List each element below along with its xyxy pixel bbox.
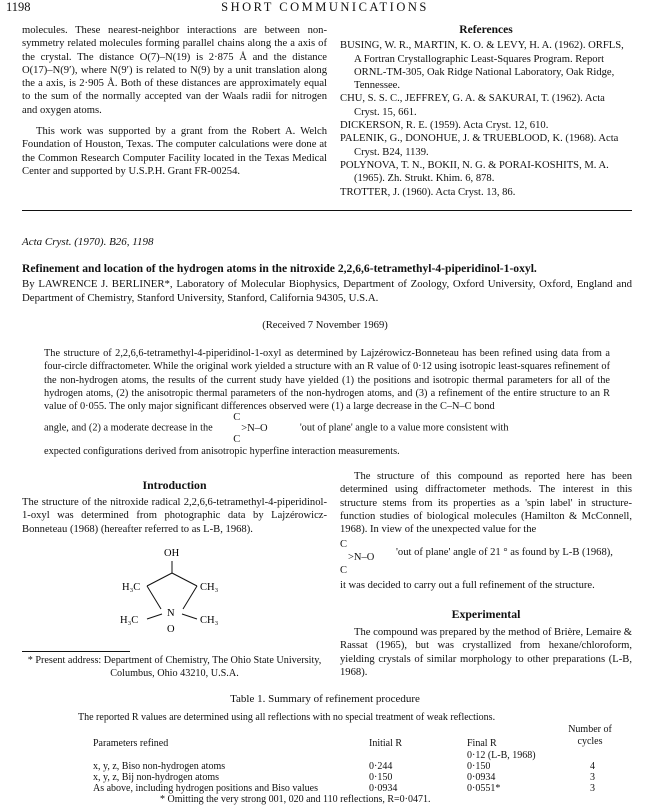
article-title: Refinement and location of the hydrogen atoms in the nitroxide 2,2,6,6-tetramethyl-4-piperidinol-1-oxyl. xyxy=(22,262,537,275)
abstract-text: angle, and (2) a moderate decrease in the xyxy=(44,422,213,434)
right-paragraph-2: it was decided to carry out a full refinement of the structure. xyxy=(340,580,595,592)
left-column xyxy=(22,24,327,178)
right-column xyxy=(340,470,632,679)
bond xyxy=(147,614,162,619)
cno-fragment xyxy=(215,411,297,445)
table-cell: 3 xyxy=(590,772,595,783)
bond xyxy=(182,614,197,619)
cno-fragment xyxy=(340,538,396,577)
journal-citation: Acta Cryst. (1970). B26, 1198 xyxy=(22,236,154,248)
fragment-no: >N–O xyxy=(241,423,268,435)
table-header: Final R xyxy=(467,738,497,749)
fragment-carbon: C xyxy=(340,539,348,551)
right-paragraph-1: The structure of this compound as reported here has been determined using diffractometer methods. The interest in this structure stems from its properties as a 'spin label' in structure-function studies of biological molecules (Hamilton & McConnell, 1968). In view of the unexpected value for the xyxy=(340,471,632,536)
mol-methyl: CH₃ xyxy=(200,615,219,626)
article-authors: By LAWRENCE J. BERLINER*, Laboratory of Molecular Biophysics, Department of Zoology, Oxford University, Oxford, England and Department of Chemistry, Stanford University, Stanford, California 94305, U.S.A. xyxy=(22,278,632,304)
abstract-fragment-line xyxy=(44,411,610,445)
left-paragraph-2: This work was supported by a grant from the Robert A. Welch Foundation of Houston, Texas. The computer calculations were done at the Common Research Computer Facility located in the Texas Medical Center and supported by U.S.P.H. Grant FR-00254. xyxy=(22,126,327,177)
bond xyxy=(147,573,172,586)
table-header: Parameters refined xyxy=(93,738,169,749)
table-cell: 0·0551* xyxy=(467,783,501,794)
introduction-text: The structure of the nitroxide radical 2,2,6,6-tetramethyl-4-piperidinol-1-oxyl was determined from photographic data by Lajzérowicz-Bonneteau (1968) (hereafter referred to as L-B, 1968). xyxy=(22,497,327,535)
table-note: The reported R values are determined using all reflections with no special treatment of weak reflections. xyxy=(78,712,496,723)
experimental-heading: Experimental xyxy=(451,606,521,621)
mol-methyl: H₃C xyxy=(120,615,139,626)
references xyxy=(340,24,632,199)
left-paragraph-1: molecules. These nearest-neighbor interactions are between non-symmetry related molecules forming parallel chains along the a axis of the crystal. The distance O(7)–N(19) is 2·875 Å and the distance O(17)–N(9′), where N(9′) is related to N(9) by a unit translation along the a axis, is 2·905 Å. Both of these distances are approximately equal to the sum of the normally accepted van der Waals radii for nitrogen and oxygen atoms. xyxy=(22,25,327,116)
reference-item: BUSING, W. R., MARTIN, K. O. & LEVY, H. A. (1962). ORFLS, A Fortran Crystallographic Least-Squares Program. Report ORNL-TM-305, Oak Ridge National Laboratory, Oak Ridge, Tennessee. xyxy=(340,40,624,92)
introduction-heading: Introduction xyxy=(142,478,207,492)
table-cell: 0·150 xyxy=(467,761,491,772)
received-date: (Received 7 November 1969) xyxy=(262,320,388,331)
table-header: Number of cycles xyxy=(568,724,612,747)
right-fragment-text: 'out of plane' angle of 21 ° as found by L-B (1968), xyxy=(396,546,613,558)
reference-item: CHU, S. S. C., JEFFREY, G. A. & SAKURAI, T. (1962). Acta Cryst. 15, 661. xyxy=(340,93,605,118)
abstract-text: expected configurations derived from anisotropic hyperfine interaction measurements. xyxy=(44,446,400,458)
bond xyxy=(172,573,197,586)
table-cell: x, y, z, Biso non-hydrogen atoms xyxy=(93,761,226,772)
footnote-rule xyxy=(22,651,130,652)
abstract xyxy=(44,347,610,459)
footnote: * Present address: Department of Chemistry, The Ohio State University, Columbus, Ohio 43210, U.S.A. xyxy=(27,655,322,679)
piperidinol-structure-diagram xyxy=(100,543,240,639)
mol-oxygen: O xyxy=(167,624,175,635)
references-title: References xyxy=(459,24,513,36)
right-fragment-line xyxy=(340,538,632,576)
mol-oh: OH xyxy=(164,548,180,559)
table-cell: 0·150 xyxy=(369,772,393,783)
bond xyxy=(183,586,197,609)
reference-item: DICKERSON, R. E. (1959). Acta Cryst. 12, 610. xyxy=(340,120,549,132)
reference-item: POLYNOVA, T. N., BOKII, N. G. & PORAI-KOSHITS, M. A. (1965). Zh. Strukt. Khim. 6, 878. xyxy=(340,159,609,185)
section-divider xyxy=(22,210,632,211)
refinement-table xyxy=(93,724,633,794)
table-caption: Table 1. Summary of refinement procedure xyxy=(230,693,420,705)
table-cell: As above, including hydrogen positions and Biso values xyxy=(93,783,318,794)
table-cell: 0·12 (L-B, 1968) xyxy=(467,750,536,761)
fragment-no: >N–O xyxy=(348,552,375,564)
experimental-text: The compound was prepared by the method of Brière, Lemaire & Rassat (1965), but was crystallized from hexane/chloroform, yielding crystals of similar morphology to other preparations (L-B, 1968). xyxy=(340,627,632,678)
abstract-text: 'out of plane' angle to a value more consistent with xyxy=(299,422,509,434)
table-footnote: * Omitting the very strong 001, 020 and 110 reflections, R=0·0471. xyxy=(160,794,431,805)
fragment-carbon: C xyxy=(233,434,241,446)
reference-item: PALENIK, G., DONOHUE, J. & TRUEBLOOD, K. (1968). Acta Cryst. B24, 1139. xyxy=(340,133,619,158)
table-cell: 0·0934 xyxy=(467,772,496,783)
abstract-text: The structure of 2,2,6,6-tetramethyl-4-piperidinol-1-oxyl as determined by Lajzérowicz-Bonneteau has been refined using data from a four-circle diffractometer. While the original work yielded a structure with an R value of 0·12 using isotropic least-squares refinement of the non-hydrogen atoms, the results of the current study have yielded (1) the positions and isotropic thermal parameters for all of the hydrogen atoms, (2) the anisotropic thermal parameters of the non-hydrogen atoms, and (3) a refinement of the entire structure to an R value of 0·055. The only major significant differences observed were (1) a large decrease in the C–N–C bond xyxy=(44,348,610,413)
table-header: Initial R xyxy=(369,738,403,749)
mol-methyl: CH₃ xyxy=(200,582,219,593)
reference-item: TROTTER, J. (1960). Acta Cryst. 13, 86. xyxy=(340,186,516,198)
table-cell: x, y, z, Bij non-hydrogen atoms xyxy=(93,772,220,783)
mol-methyl: H₃C xyxy=(122,582,141,593)
mol-nitrogen: N xyxy=(167,608,175,619)
running-head: SHORT COMMUNICATIONS xyxy=(221,0,429,14)
fragment-carbon: C xyxy=(233,412,241,424)
bond xyxy=(147,586,161,609)
fragment-carbon: C xyxy=(340,565,348,577)
table-cell: 0·244 xyxy=(369,761,393,772)
table-cell: 4 xyxy=(590,761,595,772)
table-cell: 0·0934 xyxy=(369,783,398,794)
table-cell: 3 xyxy=(590,783,595,794)
page-number: 1198 xyxy=(6,0,31,14)
